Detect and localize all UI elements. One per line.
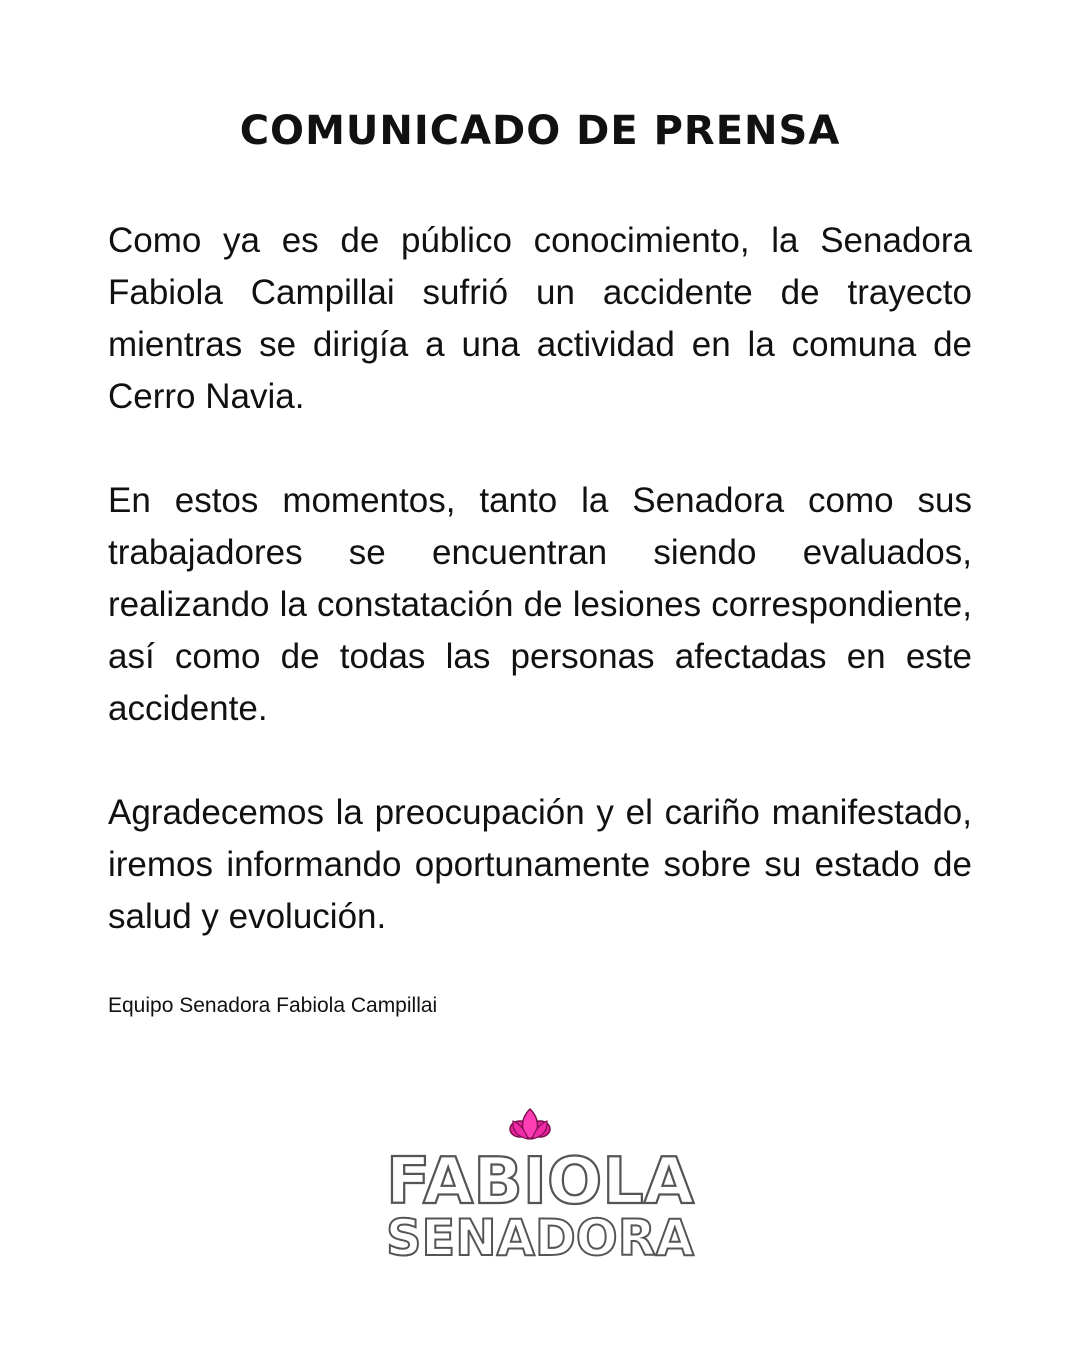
paragraph-1: Como ya es de público conocimiento, la Senadora Fabiola Campillai sufrió un accidente de trayecto mientras se dirigía a una actividad en la comuna de Cerro Navia. [108, 221, 972, 416]
page-title: COMUNICADO DE PRENSA [239, 108, 841, 154]
paragraph-2: En estos momentos, tanto la Senadora como sus trabajadores se encuentran siendo evaluados, realizando la constatación de lesiones correspondiente, así como de todas las personas afectadas en este accidente. [108, 481, 972, 728]
fabiola-senadora-logo [380, 1105, 700, 1265]
paragraph-3: Agradecemos la preocupación y el cariño manifestado, iremos informando oportunamente sobre su estado de salud y evolución. [108, 793, 972, 936]
signature: Equipo Senadora Fabiola Campillai [108, 994, 438, 1017]
logo-line-1: FABIOLA [386, 1145, 695, 1219]
lotus-flower-icon [510, 1109, 550, 1139]
logo-line-2: SENADORA [386, 1209, 695, 1265]
